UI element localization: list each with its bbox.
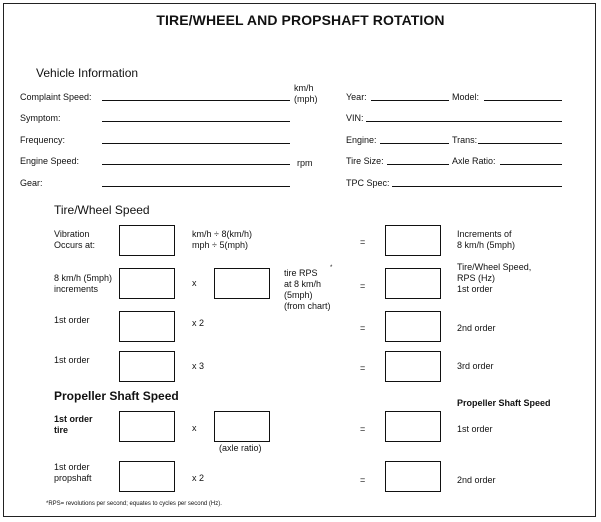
gear-field[interactable] [102, 186, 290, 187]
second-order-box[interactable] [385, 311, 441, 342]
tire-wheel-speed-label: Tire/Wheel Speed, RPS (Hz) 1st order [457, 262, 532, 294]
division-formula: km/h ÷ 8(km/h) mph ÷ 5(mph) [192, 229, 252, 250]
first-order-label: 1st order [54, 355, 90, 365]
engine-field[interactable] [380, 143, 449, 144]
first-order-label: 1st order [54, 315, 90, 325]
multiply-sign: x [192, 278, 197, 288]
vin-label: VIN: [346, 113, 364, 123]
times-two: x 2 [192, 318, 205, 328]
third-order-box[interactable] [385, 351, 441, 382]
complaint-speed-label: Complaint Speed: [20, 92, 92, 102]
first-order-box[interactable] [119, 311, 175, 342]
increments-box[interactable] [385, 225, 441, 256]
complaint-speed-unit: km/h (mph) [294, 83, 318, 104]
engine-speed-label: Engine Speed: [20, 156, 80, 166]
symptom-label: Symptom: [20, 113, 61, 123]
increments-input-box[interactable] [119, 268, 175, 299]
year-field[interactable] [371, 100, 449, 101]
equals-sign: = [360, 363, 366, 373]
propshaft-second-order-box[interactable] [385, 461, 441, 492]
worksheet-frame [3, 3, 596, 517]
engine-label: Engine: [346, 135, 377, 145]
page-title: TIRE/WHEEL AND PROPSHAFT ROTATION [156, 12, 445, 28]
tire-rps-box[interactable] [214, 268, 270, 299]
tpc-spec-label: TPC Spec: [346, 178, 390, 188]
propshaft-first-order-box[interactable] [385, 411, 441, 442]
times-three: x 3 [192, 361, 205, 371]
complaint-speed-field[interactable] [102, 100, 290, 101]
gear-label: Gear: [20, 178, 43, 188]
footnote-asterisk: * [330, 265, 333, 271]
frequency-field[interactable] [102, 143, 290, 144]
equals-sign: = [360, 237, 366, 247]
tire-size-field[interactable] [387, 164, 449, 165]
first-order-propshaft-label: 1st order propshaft [54, 462, 92, 483]
model-label: Model: [452, 92, 480, 102]
propshaft-first-order-label: 1st order [457, 424, 493, 434]
vibration-speed-box[interactable] [119, 225, 175, 256]
equals-sign: = [360, 281, 366, 291]
trans-label: Trans: [452, 135, 478, 145]
tire-rps-label: tire RPS at 8 km/h (5mph) (from chart) [284, 268, 331, 311]
axle-ratio-caption: (axle ratio) [219, 443, 262, 453]
propshaft-right-heading: Propeller Shaft Speed [457, 398, 551, 408]
vehicle-info-heading: Vehicle Information [36, 66, 139, 80]
frequency-label: Frequency: [20, 135, 66, 145]
tire-wheel-speed-box[interactable] [385, 268, 441, 299]
year-label: Year: [346, 92, 367, 102]
tpc-spec-field[interactable] [392, 186, 562, 187]
equals-sign: = [360, 475, 366, 485]
propshaft-second-order-label: 2nd order [457, 475, 496, 485]
equals-sign: = [360, 424, 366, 434]
symptom-field[interactable] [102, 121, 290, 122]
third-order-label: 3rd order [457, 361, 494, 371]
first-order-tire-box[interactable] [119, 411, 175, 442]
second-order-label: 2nd order [457, 323, 496, 333]
first-order-tire-label: 1st order tire [54, 414, 93, 435]
equals-sign: = [360, 323, 366, 333]
trans-field[interactable] [478, 143, 562, 144]
axle-ratio-label: Axle Ratio: [452, 156, 496, 166]
first-order-box[interactable] [119, 351, 175, 382]
vibration-label: Vibration Occurs at: [54, 229, 96, 250]
rpm-unit: rpm [297, 158, 313, 168]
model-field[interactable] [484, 100, 562, 101]
increments-label: 8 km/h (5mph) increments [54, 273, 113, 294]
tire-wheel-heading: Tire/Wheel Speed [54, 203, 150, 217]
propshaft-heading: Propeller Shaft Speed [54, 389, 179, 403]
tire-size-label: Tire Size: [346, 156, 384, 166]
axle-ratio-box[interactable] [214, 411, 270, 442]
vin-field[interactable] [366, 121, 562, 122]
axle-ratio-field[interactable] [500, 164, 562, 165]
times-two: x 2 [192, 473, 205, 483]
engine-speed-field[interactable] [102, 164, 290, 165]
first-order-propshaft-box[interactable] [119, 461, 175, 492]
multiply-sign: x [192, 423, 197, 433]
increments-of-label: Increments of 8 km/h (5mph) [457, 229, 516, 250]
footnote: *RPS= revolutions per second; equates to cycles per second (Hz). [46, 501, 222, 507]
